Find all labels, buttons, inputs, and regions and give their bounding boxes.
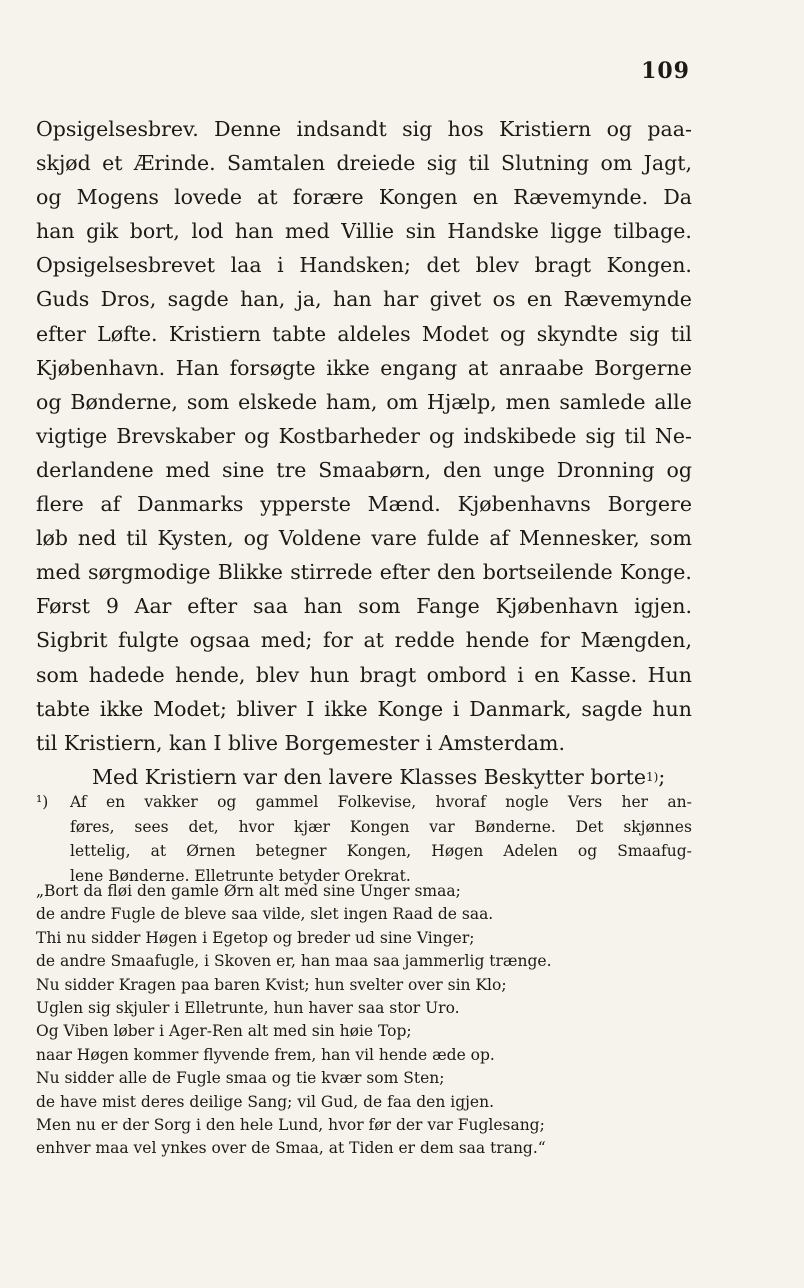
word: Rævemynde.	[513, 185, 649, 210]
body-line	[36, 385, 692, 419]
body-line	[36, 453, 692, 487]
word: efter	[187, 594, 238, 619]
word: med;	[260, 628, 313, 653]
body-line	[36, 623, 692, 657]
word: et	[102, 151, 123, 176]
word: for	[540, 628, 570, 653]
word: i	[452, 696, 460, 721]
word: at	[150, 842, 167, 860]
word: bliver	[236, 696, 297, 721]
word: Opsigelsesbrev.	[36, 117, 199, 141]
word: unge	[493, 457, 545, 482]
word: Han	[175, 355, 220, 380]
word: efter	[36, 321, 86, 346]
word: det	[426, 253, 460, 278]
word: forsøgte	[229, 355, 316, 380]
word: og	[243, 526, 270, 551]
word: til	[670, 321, 692, 346]
word: hos	[447, 117, 484, 141]
body-line	[36, 112, 692, 146]
word: Brevskaber	[116, 423, 236, 448]
word: Adelen	[503, 842, 558, 860]
word: Ne-	[654, 423, 692, 448]
word: Kongen	[349, 817, 410, 836]
page-number: 109	[641, 58, 690, 84]
body-line	[36, 146, 692, 180]
word: Da	[663, 185, 692, 210]
word: Smaabørn,	[318, 457, 432, 482]
word: og	[577, 842, 598, 860]
word: bortseilende	[482, 560, 613, 585]
word: efter	[379, 560, 430, 585]
poem-line: Uglen sig skjuler i Elletrunte, hun haver saa stor Uro.	[36, 998, 460, 1017]
word: an-	[667, 793, 692, 811]
word: og	[244, 423, 270, 448]
word: skjød	[36, 151, 91, 176]
word: skyndte	[536, 321, 618, 346]
footnote-reference: 1)	[646, 769, 659, 784]
word: han,	[240, 287, 286, 312]
word: sin	[405, 219, 436, 244]
word: Dros,	[100, 287, 157, 312]
body-line	[36, 658, 692, 692]
word: ypperste	[260, 492, 351, 517]
word: hun	[309, 662, 350, 687]
poem-line: Og Viben løber i Ager-Ren alt med sin høie Top;	[36, 1022, 412, 1041]
poem-line: de andre Smaafugle, i Skoven er, han maa saa jammerlig trænge.	[36, 952, 552, 971]
word: Borgerne	[594, 355, 692, 380]
body-line-with-footnote-ref	[36, 760, 692, 794]
word: var	[429, 817, 455, 836]
word: i	[517, 662, 524, 687]
word: kjær	[293, 817, 331, 836]
word: Rævemynde	[563, 287, 692, 312]
poem-line: naar Høgen kommer flyvende frem, han vil hende æde op.	[36, 1045, 495, 1064]
word: og	[666, 457, 692, 482]
word: 9	[105, 594, 119, 619]
word: den	[436, 560, 476, 585]
body-line	[36, 419, 692, 453]
word: Kongen,	[346, 842, 412, 860]
body-line	[36, 589, 692, 623]
poem-line: enhver maa vel ynkes over de Smaa, at Tiden er dem saa trang.“	[36, 1139, 546, 1158]
word: af	[100, 492, 121, 517]
word: han	[36, 219, 75, 244]
word: ligge	[550, 219, 602, 244]
word: Opsigelsesbrevet	[36, 253, 215, 278]
body-text	[36, 112, 692, 794]
word: lettelig,	[70, 842, 131, 860]
word: tre	[276, 457, 307, 482]
word: skjønnes	[623, 817, 692, 836]
word: Først	[36, 594, 91, 619]
poem-line: „Bort da fløi den gamle Ørn alt med sine Unger smaa;	[36, 882, 461, 900]
body-line	[36, 180, 692, 214]
word: Mennesker,	[519, 526, 640, 551]
word: en	[526, 287, 553, 312]
word: Modet;	[153, 696, 227, 721]
word: indsandt	[296, 117, 387, 141]
word: hadede	[88, 662, 165, 687]
word: om	[600, 151, 633, 176]
word: til	[126, 526, 148, 551]
word: Kostbarheder	[278, 423, 420, 448]
word: vakker	[144, 793, 198, 811]
word: Hjælp,	[427, 389, 497, 414]
word: bragt	[534, 253, 592, 278]
word: med	[36, 560, 81, 585]
word: os	[492, 287, 516, 312]
word: sagde	[581, 696, 643, 721]
word: Mogens	[76, 185, 159, 210]
word: Bønderne.	[474, 817, 556, 836]
word: redde	[394, 628, 455, 653]
word: Slutning	[501, 151, 590, 176]
word: med	[285, 219, 330, 244]
word: Konge	[377, 696, 444, 721]
word: bragt	[359, 662, 417, 687]
word: Det	[575, 817, 604, 836]
word: ja,	[296, 287, 322, 312]
poem-line: Nu sidder alle de Fugle smaa og tie kvær som Sten;	[36, 1069, 445, 1088]
footnote-line-text	[70, 790, 692, 815]
word: Kongen.	[606, 253, 692, 278]
word: anraabe	[498, 355, 584, 380]
word: Handsken;	[299, 253, 411, 278]
word: Kjøbenhavn	[495, 594, 619, 619]
word: sig	[426, 151, 457, 176]
word: men	[505, 389, 551, 414]
word: Folkevise,	[337, 793, 417, 811]
word: han	[234, 219, 274, 244]
word: lod	[191, 219, 224, 244]
footnote-line: lene Bønderne. Elletrunte betyder Orekrat.	[70, 866, 411, 885]
word: Vers	[567, 793, 603, 811]
word: Høgen	[431, 842, 484, 860]
word: aldeles	[337, 321, 411, 346]
word: ned	[77, 526, 117, 551]
word: saa	[252, 594, 288, 619]
word: givet	[429, 287, 482, 312]
word: at	[257, 185, 278, 210]
word: hende	[465, 628, 530, 653]
body-line	[36, 282, 692, 316]
word: og	[499, 321, 526, 346]
body-line	[36, 521, 692, 555]
word: blev	[475, 253, 519, 278]
word: Kristiern	[499, 117, 592, 141]
word: som	[649, 526, 692, 551]
body-line	[36, 351, 692, 385]
word: paa-	[647, 117, 692, 141]
word: derlandene	[36, 457, 154, 482]
word: Kasse.	[569, 662, 638, 687]
word: Kongen	[378, 185, 458, 210]
word: Ørnen	[186, 842, 236, 860]
word: en	[534, 662, 560, 687]
word: til	[468, 151, 490, 176]
word: ogsaa	[189, 628, 251, 653]
body-line	[36, 214, 692, 248]
word: Ærinde.	[133, 151, 216, 176]
word: ikke	[324, 696, 368, 721]
body-line	[36, 317, 692, 351]
body-line-text: Med Kristiern var den lavere Klasses Beskytter borte	[92, 764, 647, 789]
word: indskibede	[463, 423, 577, 448]
word: en	[105, 793, 126, 811]
word: gammel	[255, 793, 319, 811]
word: ikke	[326, 355, 370, 380]
word: Danmark,	[469, 696, 572, 721]
word: Voldene	[278, 526, 362, 551]
word: at	[363, 628, 384, 653]
word: stirrede	[290, 560, 373, 585]
word: at	[467, 355, 489, 380]
body-line	[36, 555, 692, 589]
word: Bønderne,	[70, 389, 178, 414]
body-line	[36, 487, 692, 521]
word: og	[36, 389, 62, 414]
word: betegner	[255, 842, 327, 860]
word: lovede	[174, 185, 242, 210]
word: her	[621, 793, 649, 811]
word: som	[36, 662, 79, 687]
footnote-mark: ¹)	[36, 793, 49, 811]
word: Løfte.	[97, 321, 158, 346]
word: ham,	[326, 389, 378, 414]
word: og	[428, 423, 455, 448]
body-line-suffix: ;	[658, 764, 666, 789]
word: det,	[188, 817, 219, 836]
word: tabte	[272, 321, 327, 346]
word: sagde	[167, 287, 229, 312]
word: blev	[255, 662, 300, 687]
footnote-line	[36, 790, 692, 815]
word: en	[472, 185, 499, 210]
word: engang	[380, 355, 458, 380]
word: den	[442, 457, 482, 482]
word: hvor	[238, 817, 275, 836]
word: løb	[36, 526, 69, 551]
word: gik	[86, 219, 119, 244]
footnote-line	[36, 839, 692, 864]
word: og	[217, 793, 237, 811]
word: I	[306, 696, 315, 721]
word: Dronning	[556, 457, 655, 482]
word: Hun	[647, 662, 692, 687]
body-line	[36, 248, 692, 282]
word: har	[383, 287, 419, 312]
word: Af	[70, 793, 87, 811]
poem-line: Men nu er der Sorg i den hele Lund, hvor før der var Fuglesang;	[36, 1115, 545, 1134]
word: Fange	[416, 594, 480, 619]
word: sine	[221, 457, 265, 482]
word: fulgte	[118, 628, 179, 653]
word: Konge.	[619, 560, 692, 585]
footnote	[36, 790, 692, 888]
word: Borgere	[607, 492, 692, 517]
word: sig	[585, 423, 616, 448]
word: som	[186, 389, 230, 414]
word: Guds	[36, 287, 90, 312]
word: Handske	[447, 219, 539, 244]
word: til	[624, 423, 646, 448]
word: han	[333, 287, 372, 312]
word: sørgmodige	[87, 560, 211, 585]
word: med	[165, 457, 211, 482]
word: vare	[371, 526, 417, 551]
word: om	[386, 389, 419, 414]
word: i	[277, 253, 284, 278]
word: hvoraf	[435, 793, 486, 811]
word: sees	[134, 817, 169, 836]
word: nogle	[505, 793, 549, 811]
word: Samtalen	[227, 151, 326, 176]
word: ombord	[426, 662, 507, 687]
word: elskede	[238, 389, 318, 414]
word: vigtige	[36, 423, 108, 448]
word: flere	[36, 492, 84, 517]
poem-line: Thi nu sidder Høgen i Egetop og breder ud sine Vinger;	[36, 928, 475, 947]
word: Modet	[421, 321, 489, 346]
word: forære	[292, 185, 364, 210]
word: Kjøbenhavns	[457, 492, 591, 517]
word: tilbage.	[613, 219, 692, 244]
word: han	[303, 594, 343, 619]
word: ikke	[99, 696, 144, 721]
word: og	[606, 117, 633, 141]
word: samlede	[559, 389, 646, 414]
poem	[36, 880, 696, 1161]
word: for	[323, 628, 353, 653]
body-line: til Kristiern, kan I blive Borgemester i Amsterdam.	[36, 730, 566, 755]
word: alle	[654, 389, 692, 414]
word: Danmarks	[137, 492, 244, 517]
word: dreiede	[336, 151, 416, 176]
word: sig	[629, 321, 660, 346]
word: igjen.	[634, 594, 692, 619]
word: Jagt,	[643, 151, 692, 176]
word: Villie	[341, 219, 395, 244]
word: Blikke	[217, 560, 283, 585]
word: som	[358, 594, 401, 619]
word: sig	[402, 117, 433, 141]
word: Kristiern	[168, 321, 261, 346]
poem-line: de have mist deres deilige Sang; vil Gud, de faa den igjen.	[36, 1092, 495, 1111]
word: Sigbrit	[36, 628, 108, 653]
word: Aar	[134, 594, 172, 619]
word: bort,	[129, 219, 180, 244]
word: af	[489, 526, 510, 551]
word: laa	[230, 253, 262, 278]
word: Smaafug-	[617, 842, 692, 860]
poem-line: de andre Fugle de bleve saa vilde, slet ingen Raad de saa.	[36, 905, 494, 924]
word: hun	[652, 696, 692, 721]
word: Mænd.	[367, 492, 441, 517]
word: Kysten,	[157, 526, 234, 551]
footnote-line	[36, 815, 692, 840]
word: Denne	[214, 117, 282, 141]
word: Kjøbenhavn.	[36, 355, 166, 380]
word: hende,	[175, 662, 246, 687]
body-line	[36, 692, 692, 726]
word: tabte	[36, 696, 90, 721]
word: Mængden,	[580, 628, 692, 653]
word: føres,	[70, 817, 115, 836]
word: og	[36, 185, 62, 210]
word: fulde	[426, 526, 480, 551]
poem-line: Nu sidder Kragen paa baren Kvist; hun svelter over sin Klo;	[36, 975, 507, 994]
